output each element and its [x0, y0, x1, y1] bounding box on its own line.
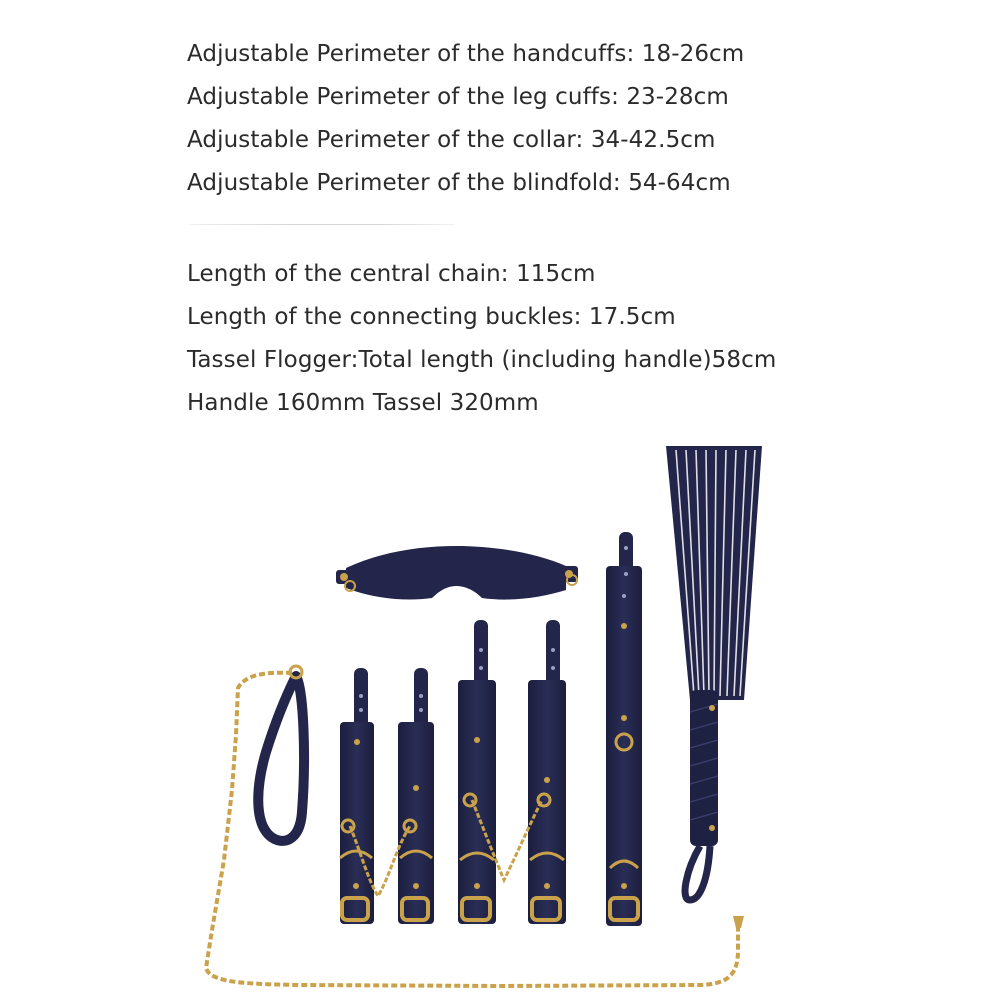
spec-blindfold-perimeter: Adjustable Perimeter of the blindfold: 54-64cm [187, 170, 731, 196]
section-divider [190, 224, 454, 225]
handcuff-left [340, 668, 374, 924]
flogger-wrist-loop [685, 846, 710, 900]
spec-collar-perimeter: Adjustable Perimeter of the collar: 34-42.5cm [187, 127, 716, 153]
spec-handle-tassel-length: Handle 160mm Tassel 320mm [187, 390, 539, 416]
specs-group-perimeters [187, 33, 744, 205]
product-photo [0, 430, 1000, 1000]
handcuff-right [398, 668, 434, 924]
spec-connecting-buckles-length: Length of the connecting buckles: 17.5cm [187, 304, 676, 330]
leash-handle-loop [258, 676, 304, 841]
spec-flogger-total-length: Tassel Flogger:Total length (including handle)58cm [187, 347, 777, 373]
leg-cuffs [458, 620, 566, 924]
collar [606, 532, 642, 926]
flogger-handle [690, 690, 718, 846]
handcuffs [340, 668, 434, 924]
spec-leg-cuffs-perimeter: Adjustable Perimeter of the leg cuffs: 23-28cm [187, 84, 729, 110]
leg-cuff-left [458, 620, 496, 924]
spec-central-chain-length: Length of the central chain: 115cm [187, 261, 596, 287]
leg-cuff-right [528, 620, 566, 924]
spec-handcuffs-perimeter: Adjustable Perimeter of the handcuffs: 18-26cm [187, 41, 745, 67]
blindfold [336, 546, 578, 600]
specs-group-lengths [187, 253, 776, 425]
tassel-flogger [666, 446, 762, 900]
